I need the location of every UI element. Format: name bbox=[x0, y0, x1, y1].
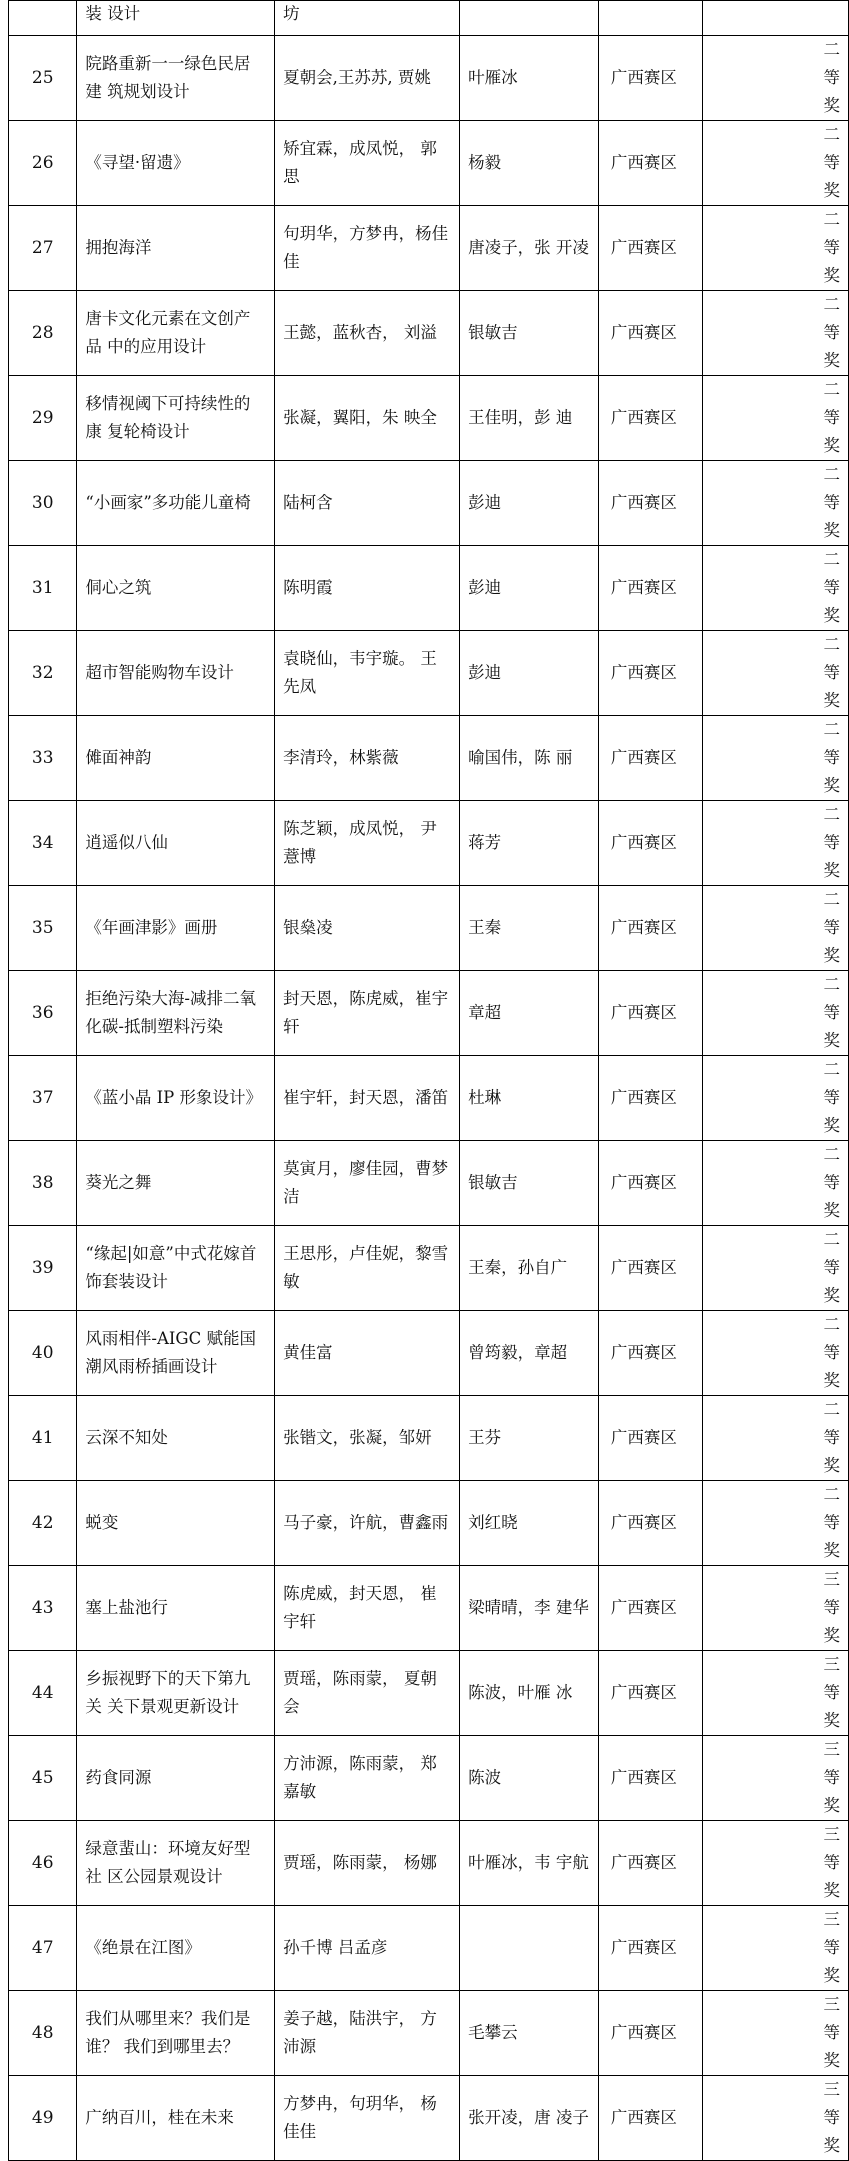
cell-authors: 句玥华，方梦冉，杨佳佳 bbox=[275, 206, 460, 291]
cell-title: “缘起|如意”中式花嫁首饰套装设计 bbox=[77, 1226, 275, 1311]
cell-advisor: 王芬 bbox=[460, 1396, 599, 1481]
cell-number: 48 bbox=[9, 1991, 77, 2076]
cell-award: 二等奖 bbox=[703, 291, 849, 376]
table-row bbox=[9, 801, 849, 886]
cell-authors: 方梦冉，句玥华， 杨佳佳 bbox=[275, 2076, 460, 2161]
cell-number: 29 bbox=[9, 376, 77, 461]
table-row bbox=[9, 291, 849, 376]
cell-title: 蜕变 bbox=[77, 1481, 275, 1566]
cell-title: 风雨相伴-AIGC 赋能国潮风雨桥插画设计 bbox=[77, 1311, 275, 1396]
table-row bbox=[9, 36, 849, 121]
cell-authors: 张锴文，张凝，邹妍 bbox=[275, 1396, 460, 1481]
cell-authors: 贾瑶，陈雨蒙， 夏朝会 bbox=[275, 1651, 460, 1736]
cell-title: 唐卡文化元素在文创产品 中的应用设计 bbox=[77, 291, 275, 376]
cell-region: 广西赛区 bbox=[598, 206, 703, 291]
cell-authors: 陈虎威，封天恩， 崔宇轩 bbox=[275, 1566, 460, 1651]
cell-authors: 陆柯含 bbox=[275, 461, 460, 546]
table-row bbox=[9, 1566, 849, 1651]
cell-region: 广西赛区 bbox=[598, 1056, 703, 1141]
cell-award: 二等奖 bbox=[703, 886, 849, 971]
table-row bbox=[9, 1906, 849, 1991]
cell-authors: 银燊凌 bbox=[275, 886, 460, 971]
cell-number: 39 bbox=[9, 1226, 77, 1311]
awards-table bbox=[8, 0, 849, 2161]
cell-advisor bbox=[460, 1, 599, 36]
cell-region: 广西赛区 bbox=[598, 546, 703, 631]
cell-award: 二等奖 bbox=[703, 376, 849, 461]
table-row bbox=[9, 1991, 849, 2076]
cell-region: 广西赛区 bbox=[598, 291, 703, 376]
cell-award: 三等奖 bbox=[703, 1991, 849, 2076]
cell-award bbox=[703, 1, 849, 36]
cell-number: 46 bbox=[9, 1821, 77, 1906]
cell-title: 傩面神韵 bbox=[77, 716, 275, 801]
cell-number: 38 bbox=[9, 1141, 77, 1226]
cell-number: 30 bbox=[9, 461, 77, 546]
cell-number: 31 bbox=[9, 546, 77, 631]
table-row bbox=[9, 886, 849, 971]
cell-advisor: 毛攀云 bbox=[460, 1991, 599, 2076]
cell-title: 绿意蜚山：环境友好型社 区公园景观设计 bbox=[77, 1821, 275, 1906]
cell-award: 二等奖 bbox=[703, 1396, 849, 1481]
cell-authors: 陈芝颖，成凤悦， 尹薏博 bbox=[275, 801, 460, 886]
cell-advisor: 陈波 bbox=[460, 1736, 599, 1821]
cell-region: 广西赛区 bbox=[598, 631, 703, 716]
table-row bbox=[9, 376, 849, 461]
cell-region: 广西赛区 bbox=[598, 1651, 703, 1736]
cell-title: 装 设计 bbox=[77, 1, 275, 36]
table-row bbox=[9, 461, 849, 546]
cell-authors: 矫宜霖，成凤悦， 郭思 bbox=[275, 121, 460, 206]
cell-advisor: 唐凌子，张 开凌 bbox=[460, 206, 599, 291]
cell-title: 拒绝污染大海-减排二氧化碳-抵制塑料污染 bbox=[77, 971, 275, 1056]
table-row bbox=[9, 1481, 849, 1566]
cell-authors: 坊 bbox=[275, 1, 460, 36]
table-row bbox=[9, 546, 849, 631]
cell-advisor: 曾筠毅，章超 bbox=[460, 1311, 599, 1396]
cell-authors: 孙千博 吕孟彦 bbox=[275, 1906, 460, 1991]
table-row bbox=[9, 1396, 849, 1481]
table-row bbox=[9, 971, 849, 1056]
table-row bbox=[9, 631, 849, 716]
cell-advisor: 陈波，叶雁 冰 bbox=[460, 1651, 599, 1736]
cell-advisor: 梁晴晴，李 建华 bbox=[460, 1566, 599, 1651]
cell-advisor bbox=[460, 1906, 599, 1991]
cell-award: 二等奖 bbox=[703, 206, 849, 291]
cell-authors: 方沛源，陈雨蒙， 郑嘉敏 bbox=[275, 1736, 460, 1821]
cell-number: 35 bbox=[9, 886, 77, 971]
cell-advisor: 彭迪 bbox=[460, 546, 599, 631]
cell-region: 广西赛区 bbox=[598, 1396, 703, 1481]
cell-title: 移情视阈下可持续性的康 复轮椅设计 bbox=[77, 376, 275, 461]
cell-number: 43 bbox=[9, 1566, 77, 1651]
cell-authors: 夏朝会,王苏苏, 贾姚 bbox=[275, 36, 460, 121]
cell-award: 三等奖 bbox=[703, 1906, 849, 1991]
table-row bbox=[9, 1056, 849, 1141]
cell-number: 26 bbox=[9, 121, 77, 206]
cell-authors: 王懿，蓝秋杏， 刘溢 bbox=[275, 291, 460, 376]
cell-title: 《寻望·留遗》 bbox=[77, 121, 275, 206]
cell-award: 三等奖 bbox=[703, 1566, 849, 1651]
cell-title: 塞上盐池行 bbox=[77, 1566, 275, 1651]
cell-title: 侗心之筑 bbox=[77, 546, 275, 631]
cell-advisor: 王秦，孙自广 bbox=[460, 1226, 599, 1311]
cell-authors: 王思彤，卢佳妮，黎雪敏 bbox=[275, 1226, 460, 1311]
cell-advisor: 王佳明，彭 迪 bbox=[460, 376, 599, 461]
cell-authors: 陈明霞 bbox=[275, 546, 460, 631]
cell-title: 《年画津影》画册 bbox=[77, 886, 275, 971]
cell-region: 广西赛区 bbox=[598, 376, 703, 461]
cell-award: 二等奖 bbox=[703, 631, 849, 716]
cell-award: 二等奖 bbox=[703, 1226, 849, 1311]
cell-authors: 张凝，翼阳，朱 映全 bbox=[275, 376, 460, 461]
cell-number: 28 bbox=[9, 291, 77, 376]
cell-advisor: 王秦 bbox=[460, 886, 599, 971]
cell-authors: 李清玲，林紫薇 bbox=[275, 716, 460, 801]
cell-award: 三等奖 bbox=[703, 1736, 849, 1821]
cell-advisor: 银敏吉 bbox=[460, 291, 599, 376]
cell-number: 47 bbox=[9, 1906, 77, 1991]
table-row bbox=[9, 1311, 849, 1396]
cell-region: 广西赛区 bbox=[598, 801, 703, 886]
table-row bbox=[9, 1651, 849, 1736]
cell-award: 二等奖 bbox=[703, 1481, 849, 1566]
table-row bbox=[9, 2076, 849, 2161]
cell-award: 二等奖 bbox=[703, 36, 849, 121]
cell-advisor: 杜琳 bbox=[460, 1056, 599, 1141]
cell-region: 广西赛区 bbox=[598, 1141, 703, 1226]
cell-region: 广西赛区 bbox=[598, 1226, 703, 1311]
cell-number: 37 bbox=[9, 1056, 77, 1141]
cell-title: 逍遥似八仙 bbox=[77, 801, 275, 886]
cell-number: 36 bbox=[9, 971, 77, 1056]
cell-advisor: 银敏吉 bbox=[460, 1141, 599, 1226]
cell-title: 《蓝小晶 IP 形象设计》 bbox=[77, 1056, 275, 1141]
cell-authors: 马子豪，许航，曹鑫雨 bbox=[275, 1481, 460, 1566]
cell-award: 二等奖 bbox=[703, 1141, 849, 1226]
cell-number: 45 bbox=[9, 1736, 77, 1821]
table-row bbox=[9, 1226, 849, 1311]
cell-number: 32 bbox=[9, 631, 77, 716]
cell-title: 拥抱海洋 bbox=[77, 206, 275, 291]
cell-award: 二等奖 bbox=[703, 716, 849, 801]
cell-number: 44 bbox=[9, 1651, 77, 1736]
cell-advisor: 喻国伟，陈 丽 bbox=[460, 716, 599, 801]
cell-region: 广西赛区 bbox=[598, 461, 703, 546]
cell-region: 广西赛区 bbox=[598, 2076, 703, 2161]
cell-award: 三等奖 bbox=[703, 1821, 849, 1906]
cell-region: 广西赛区 bbox=[598, 1736, 703, 1821]
table-row bbox=[9, 716, 849, 801]
table-row-continued bbox=[9, 1, 849, 36]
cell-region: 广西赛区 bbox=[598, 1566, 703, 1651]
cell-region: 广西赛区 bbox=[598, 36, 703, 121]
table-row bbox=[9, 121, 849, 206]
cell-advisor: 叶雁冰，韦 宇航 bbox=[460, 1821, 599, 1906]
cell-number: 49 bbox=[9, 2076, 77, 2161]
cell-title: 《绝景在江图》 bbox=[77, 1906, 275, 1991]
cell-advisor: 刘红晓 bbox=[460, 1481, 599, 1566]
cell-award: 二等奖 bbox=[703, 121, 849, 206]
cell-award: 二等奖 bbox=[703, 546, 849, 631]
cell-award: 二等奖 bbox=[703, 971, 849, 1056]
cell-title: 药食同源 bbox=[77, 1736, 275, 1821]
cell-title: 乡振视野下的天下第九关 关下景观更新设计 bbox=[77, 1651, 275, 1736]
cell-award: 三等奖 bbox=[703, 1651, 849, 1736]
table-row bbox=[9, 1141, 849, 1226]
table-row bbox=[9, 1736, 849, 1821]
cell-authors: 崔宇轩，封天恩，潘笛 bbox=[275, 1056, 460, 1141]
cell-authors: 莫寅月，廖佳园，曹梦洁 bbox=[275, 1141, 460, 1226]
cell-region: 广西赛区 bbox=[598, 886, 703, 971]
cell-authors: 袁晓仙，韦宇璇。 王先凤 bbox=[275, 631, 460, 716]
cell-award: 二等奖 bbox=[703, 461, 849, 546]
cell-advisor: 蒋芳 bbox=[460, 801, 599, 886]
cell-number: 40 bbox=[9, 1311, 77, 1396]
cell-title: 我们从哪里来？我们是谁？ 我们到哪里去？ bbox=[77, 1991, 275, 2076]
cell-region: 广西赛区 bbox=[598, 121, 703, 206]
cell-region: 广西赛区 bbox=[598, 1906, 703, 1991]
cell-advisor: 叶雁冰 bbox=[460, 36, 599, 121]
cell-advisor: 彭迪 bbox=[460, 461, 599, 546]
cell-title: 广纳百川，桂在未来 bbox=[77, 2076, 275, 2161]
cell-number: 34 bbox=[9, 801, 77, 886]
cell-title: “小画家”多功能儿童椅 bbox=[77, 461, 275, 546]
cell-award: 二等奖 bbox=[703, 1056, 849, 1141]
cell-award: 二等奖 bbox=[703, 1311, 849, 1396]
awards-table-body bbox=[9, 1, 849, 2161]
cell-number: 42 bbox=[9, 1481, 77, 1566]
table-row bbox=[9, 1821, 849, 1906]
cell-advisor: 章超 bbox=[460, 971, 599, 1056]
table-row bbox=[9, 206, 849, 291]
cell-title: 超市智能购物车设计 bbox=[77, 631, 275, 716]
cell-region: 广西赛区 bbox=[598, 971, 703, 1056]
cell-advisor: 张开凌，唐 凌子 bbox=[460, 2076, 599, 2161]
cell-title: 院路重新一一绿色民居建 筑规划设计 bbox=[77, 36, 275, 121]
cell-title: 云深不知处 bbox=[77, 1396, 275, 1481]
cell-authors: 贾瑶，陈雨蒙， 杨娜 bbox=[275, 1821, 460, 1906]
cell-advisor: 杨毅 bbox=[460, 121, 599, 206]
cell-region: 广西赛区 bbox=[598, 1481, 703, 1566]
cell-title: 葵光之舞 bbox=[77, 1141, 275, 1226]
cell-number: 25 bbox=[9, 36, 77, 121]
cell-authors: 黄佳富 bbox=[275, 1311, 460, 1396]
cell-number: 41 bbox=[9, 1396, 77, 1481]
cell-advisor: 彭迪 bbox=[460, 631, 599, 716]
cell-number bbox=[9, 1, 77, 36]
cell-region bbox=[598, 1, 703, 36]
cell-award: 三等奖 bbox=[703, 2076, 849, 2161]
cell-region: 广西赛区 bbox=[598, 1991, 703, 2076]
cell-region: 广西赛区 bbox=[598, 716, 703, 801]
cell-number: 33 bbox=[9, 716, 77, 801]
cell-number: 27 bbox=[9, 206, 77, 291]
cell-authors: 姜子越，陆洪宇， 方沛源 bbox=[275, 1991, 460, 2076]
cell-award: 二等奖 bbox=[703, 801, 849, 886]
cell-region: 广西赛区 bbox=[598, 1311, 703, 1396]
cell-authors: 封天恩，陈虎威，崔宇轩 bbox=[275, 971, 460, 1056]
cell-region: 广西赛区 bbox=[598, 1821, 703, 1906]
